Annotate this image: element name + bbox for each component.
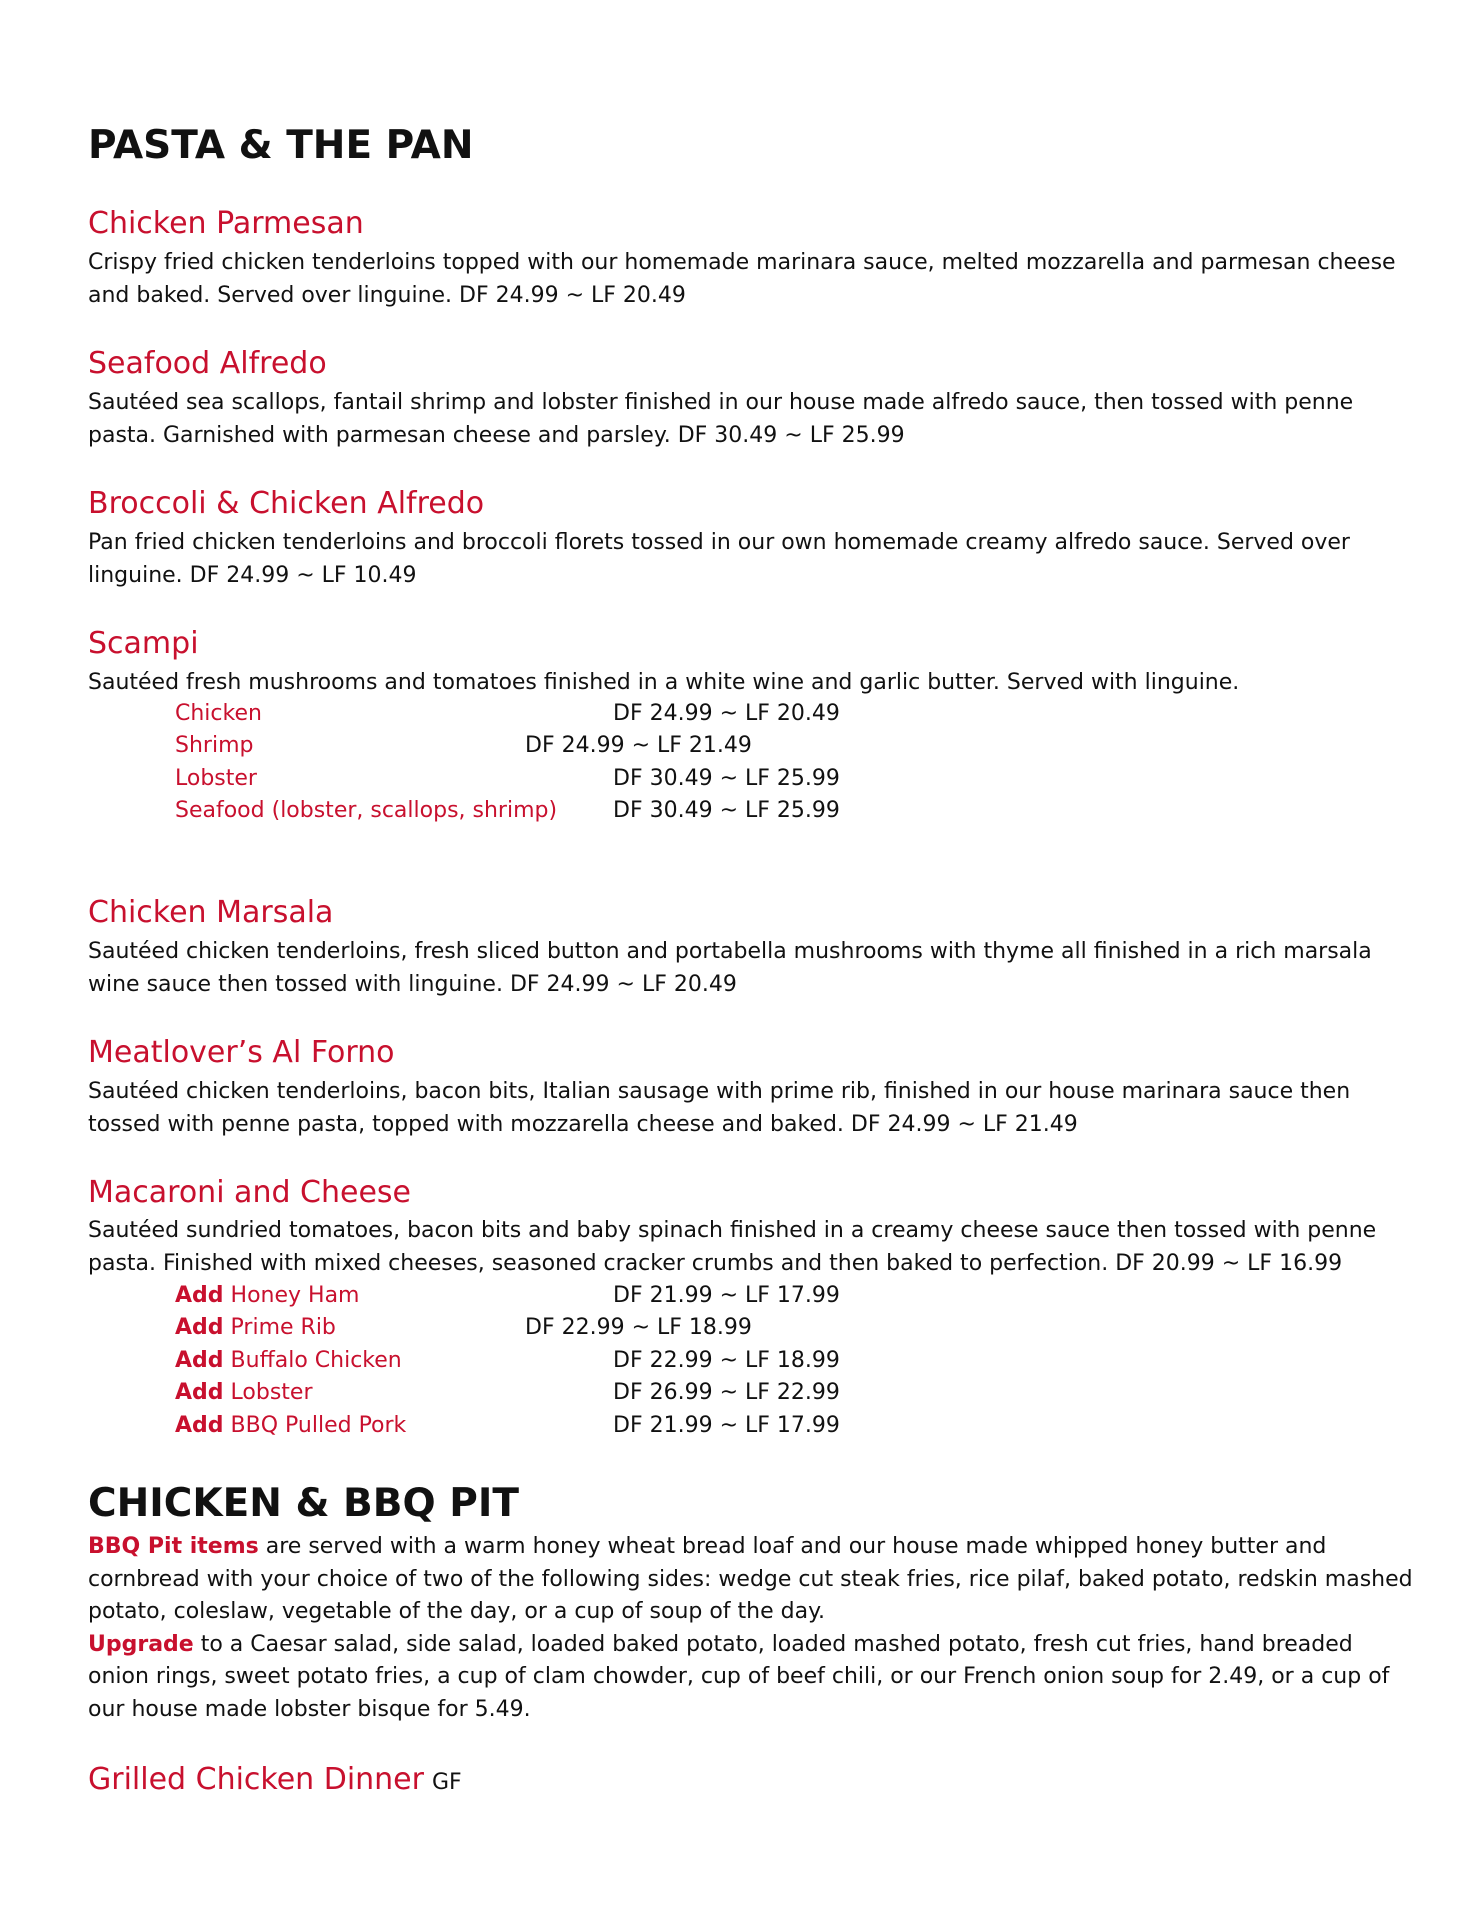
mac-option-prime-rib-label (175, 1317, 336, 1339)
item-title-macaroni-and-cheese: Macaroni and Cheese (88, 1175, 411, 1210)
option-name: Buffalo Chicken (230, 1348, 402, 1373)
mac-option-bbq-pulled-pork-label (175, 1415, 406, 1437)
bbq-intro (88, 1531, 1418, 1726)
scampi-option-lobster-label: Lobster (175, 766, 257, 791)
mac-option-lobster-price: DF 26.99 ~ LF 22.99 (613, 1380, 840, 1405)
item-title-chicken-marsala: Chicken Marsala (88, 895, 334, 930)
item-title-broccoli-chicken-alfredo: Broccoli & Chicken Alfredo (88, 486, 485, 521)
scampi-option-shrimp-price: DF 24.99 ~ LF 21.49 (525, 733, 752, 758)
scampi-option-seafood-price: DF 30.49 ~ LF 25.99 (613, 798, 840, 823)
gluten-free-tag: GF (431, 1770, 462, 1795)
item-description-chicken-parmesan: Crispy fried chicken tenderloins topped with our homemade marinara sauce, melted mozzarella and parmesan cheese and baked. Served over linguine. DF 24.99 ~ LF 20.49 (88, 250, 1396, 308)
scampi-option-lobster-price: DF 30.49 ~ LF 25.99 (613, 766, 840, 791)
option-name: Prime Rib (230, 1315, 336, 1340)
add-word: Add (175, 1348, 224, 1373)
item-title-meatlovers-al-forno: Meatlover’s Al Forno (88, 1035, 395, 1070)
mac-option-bbq-pulled-pork-price: DF 21.99 ~ LF 17.99 (613, 1413, 840, 1438)
add-word: Add (175, 1283, 224, 1308)
bbq-intro-text: are served with a warm honey wheat bread loaf and our house made whipped honey butter and cornbread with your choice of two of the following sides: wedge cut steak fries, rice pilaf, baked potato, redskin mashed potato, coleslaw, vegetable of the day, or a cup of soup of the day. (88, 1534, 1413, 1624)
add-word: Add (175, 1380, 224, 1405)
mac-option-lobster-label (175, 1382, 313, 1404)
item-title-seafood-alfredo: Seafood Alfredo (88, 346, 327, 381)
mac-option-prime-rib-price: DF 22.99 ~ LF 18.99 (525, 1315, 752, 1340)
bbq-upgrade-text: to a Caesar salad, side salad, loaded baked potato, loaded mashed potato, fresh cut fries, hand breaded onion rings, sweet potato fries, a cup of clam chowder, cup of beef chili, or our French onion soup for 2.49, or a cup of our house made lobster bisque for 5.49. (88, 1631, 1390, 1722)
item-description-broccoli-chicken-alfredo: Pan fried chicken tenderloins and broccoli florets tossed in our own homemade creamy alfredo sauce. Served over linguine. DF 24.99 ~ LF 10.49 (88, 530, 1350, 588)
item-title-grilled-chicken-dinner (88, 1762, 462, 1797)
item-description-chicken-marsala: Sautéed chicken tenderloins, fresh sliced button and portabella mushrooms with thyme all finished in a rich marsala wine sauce then tossed with linguine. DF 24.99 ~ LF 20.49 (88, 939, 1372, 997)
item-title-scampi: Scampi (88, 626, 199, 661)
add-word: Add (175, 1413, 224, 1438)
grilled-chicken-dinner-name: Grilled Chicken Dinner (88, 1762, 424, 1797)
add-word: Add (175, 1315, 224, 1340)
item-title-chicken-parmesan: Chicken Parmesan (88, 206, 364, 241)
section-title-pasta: PASTA & THE PAN (88, 123, 474, 168)
mac-option-buffalo-chicken-price: DF 22.99 ~ LF 18.99 (613, 1348, 840, 1373)
scampi-option-seafood-label: Seafood (lobster, scallops, shrimp) (175, 798, 558, 823)
item-description-scampi: Sautéed fresh mushrooms and tomatoes finished in a white wine and garlic butter. Served with linguine. (88, 670, 1240, 695)
mac-option-buffalo-chicken-label (175, 1350, 402, 1372)
scampi-option-chicken-label: Chicken (175, 701, 262, 726)
mac-option-honey-ham-price: DF 21.99 ~ LF 17.99 (613, 1283, 840, 1308)
item-description-seafood-alfredo: Sautéed sea scallops, fantail shrimp and lobster finished in our house made alfredo sauce, then tossed with penne pasta. Garnished with parmesan cheese and parsley. DF 30.49 ~ LF 25.99 (88, 390, 1354, 448)
option-name: BBQ Pulled Pork (230, 1413, 407, 1438)
section-title-bbq: CHICKEN & BBQ PIT (88, 1481, 519, 1526)
option-name: Lobster (230, 1380, 313, 1405)
mac-option-honey-ham-label (175, 1285, 359, 1307)
option-name: Honey Ham (230, 1283, 360, 1308)
bbq-intro-highlight: BBQ Pit items (88, 1534, 259, 1559)
item-description-meatlovers-al-forno: Sautéed chicken tenderloins, bacon bits, Italian sausage with prime rib, finished in our house marinara sauce then tossed with penne pasta, topped with mozzarella cheese and baked. DF 24.99 ~ LF 21.49 (88, 1079, 1351, 1137)
bbq-upgrade-highlight: Upgrade (88, 1631, 194, 1657)
item-description-macaroni-and-cheese: Sautéed sundried tomatoes, bacon bits and baby spinach finished in a creamy cheese sauce then tossed with penne pasta. Finished with mixed cheeses, seasoned cracker crumbs and then baked to perfection. DF 20.99 ~ LF 16.99 (88, 1218, 1377, 1276)
scampi-option-chicken-price: DF 24.99 ~ LF 20.49 (613, 701, 840, 726)
scampi-option-shrimp-label: Shrimp (175, 733, 254, 758)
